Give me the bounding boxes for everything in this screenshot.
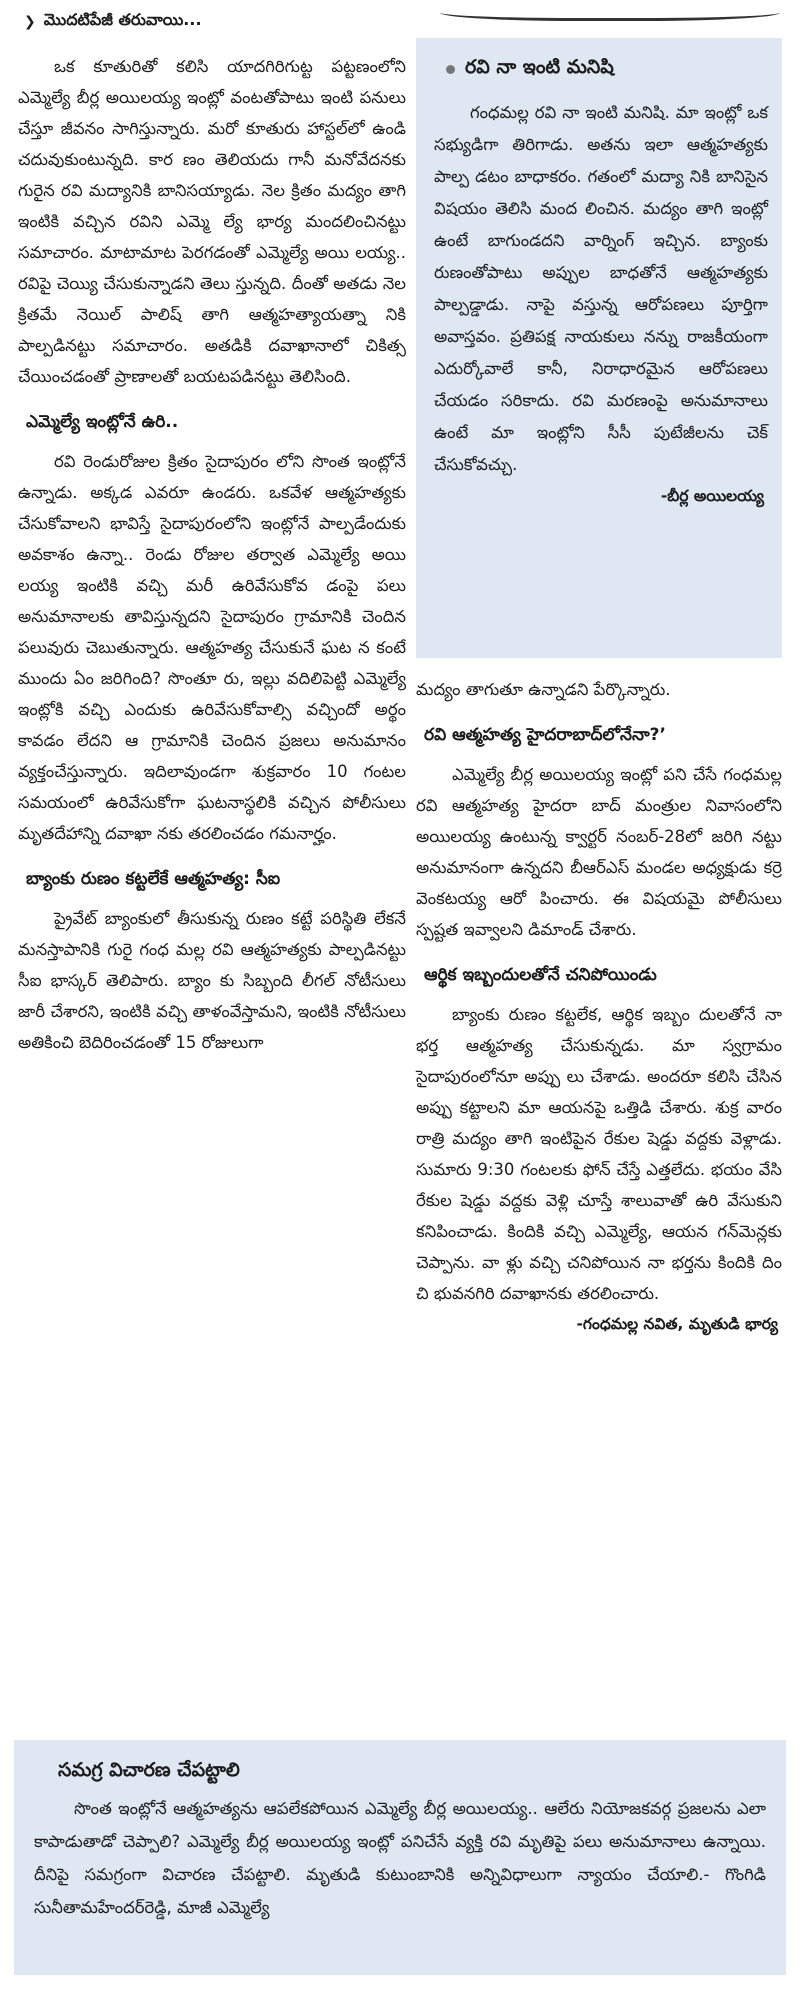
continued-label: మొదటిపేజీ తరువాయి... xyxy=(43,10,202,29)
quote-box-title: రవి నా ఇంటి మనిషి xyxy=(446,56,768,83)
section-paragraph-hyderabad: ఎమ్మెల్యే బీర్ల అయిలయ్య ఇంట్లో పని చేసే గంధమల్ల రవి ఆత్మహత్య హైదరా బాద్ మంత్రుల నివాసంలోని అయిలయ్య ఉంటున్న క్వార్టర్ నంబర్-28లో జరిగి నట్టు అనుమానంగా ఉన్నదని బీఆర్‌ఎస్ మండల అధ్యక్షుడు కర్రె వెంకటయ్య ఆరో పించారు. ఈ విషయమై పోలీసులు స్పష్టత ఇవ్వాలని డిమాండ్ చేశారు. xyxy=(416,765,782,939)
right-column xyxy=(416,0,782,1337)
inquiry-box-paragraph: సొంత ఇంట్లోనే ఆత్మహత్యను ఆపలేకపోయిన ఎమ్మెల్యే బీర్ల అయిలయ్య.. ఆలేరు నియోజకవర్గ ప్రజలను ఎలా కాపాడుతాడో చెప్పాలి? ఎమ్మెల్యే బీర్ల అయిలయ్య ఇంట్లో పనిచేసే వ్యక్తి రవి మృతిపై పలు అనుమానాలు ఉన్నాయి. దీనిపై సమగ్రంగా విచారణ చేపట్టాలి. మృతుడి కుటుంబానికి అన్నివిధాలుగా న్యాయం చేయాలి.- గొంగిడి సునీతామహేందర్‌రెడ్డి, మాజీ ఎమ్మెల్యే xyxy=(34,1799,766,1917)
quote-box-paragraph: గంధమల్ల రవి నా ఇంటి మనిషి. మా ఇంట్లో ఒక సభ్యుడిగా తిరిగాడు. అతను ఇలా ఆత్మహత్యకు పాల్ప డటం బాధాకరం. గతంలో మద్యా నికి బానిసైన విషయం తెలిసి మంద లించిన. మద్యం తాగి ఇంట్లో ఉంటే బాగుండదని వార్నింగ్ ఇచ్చిన. బ్యాంకు రుణంతోపాటు అప్పుల బాధతోనే ఆత్మహత్యకు పాల్పడ్డాడు. నాపై వస్తున్న ఆరోపణలు పూర్తిగా అవాస్తవం. ప్రతిపక్ష నాయకులు నన్ను రాజకీయంగా ఎదుర్కోవాలే కానీ, నిరాధారమైన ఆరోపణలు చేయడం సరికాదు. రవి మరణంపై అనుమానాలు ఉంటే మా ఇంట్లోని సీసీ పుటేజీలను చెక్ చేసుకోవచ్చు. xyxy=(434,103,768,474)
inquiry-demand-box xyxy=(14,1740,786,1975)
inquiry-box-title: సమగ్ర విచారణ చేపట్టాలి xyxy=(58,1759,240,1781)
section-paragraph-mla-house: రవి రెండురోజుల క్రితం సైదాపురం లోని సొంత ఇంట్లోనే ఉన్నాడు. అక్కడ ఎవరూ ఉండరు. ఒకవేళ ఆత్మహత్యకు చేసుకోవాలని భావిస్తే సైదాపురంలోని ఇంట్లోనే పాల్పడేందుకు అవకాశం ఉన్నా.. రెండు రోజుల తర్వాత ఎమ్మెల్యే అయి లయ్య ఇంటికి వచ్చి మరీ ఉరివేసుకోవ డంపై పలు అనుమానాలకు తావిస్తున్నదని సైదాపురం గ్రామానికి చెందిన పలువురు చెబుతున్నారు. ఆత్మహత్య చేసుకునే ఘట న కంటే ముందు ఏం జరిగింది? సొంతూ రు, ఇల్లు వదిలిపెట్టి ఎమ్మెల్యే ఇంట్లోకి వచ్చి ఎందుకు ఉరివేసుకోవాల్సి వచ్చిందో అర్థం కావడం లేదని ఆ గ్రామానికి చెందిన ప్రజలు అనుమానం వ్యక్తంచేస్తున్నారు. ఇదిలావుండగా శుక్రవారం 10 గంటల సమయంలో ఉరివేసుకోగా ఘటనాస్థలికి వచ్చిన పోలీసులు మృతదేహాన్ని దవాఖా నకు తరలించడం గమనార్హం. xyxy=(18,452,406,843)
quote-box-signature: -బీర్ల అయిలయ్య xyxy=(660,487,764,505)
continued-from-front-page xyxy=(24,10,406,33)
left-column xyxy=(18,0,406,1058)
mla-quote-box xyxy=(416,38,782,658)
wife-signature: -గంధమల్ల నవిత, మృతుడి భార్య xyxy=(576,1315,778,1333)
section-heading-financial-trouble: ఆర్థిక ఇబ్బందులతోనే చనిపోయిండు xyxy=(424,965,657,985)
bullet-icon xyxy=(446,65,455,74)
section-heading-hyderabad: రవి ఆత్మహత్య హైదరాబాద్‌లోనేనా?’ xyxy=(424,725,666,745)
intro-paragraph: ఒక కూతురితో కలిసి యాదగిరిగుట్ట పట్టణంలోని ఎమ్మెల్యే బీర్ల అయిలయ్య ఇంట్లో వంటతోపాటు ఇంటి పనులు చేస్తూ జీవనం సాగిస్తున్నారు. మరో కూతురు హాస్టల్‌లో ఉండి చదువుకుంటున్నది. కార ణం తెలియదు గానీ మనోవేదనకు గురైన రవి మద్యానికి బానిసయ్యాడు. నెల క్రితం మద్యం తాగి ఇంటికి వచ్చిన రవిని ఎమ్మె ల్యే భార్య మందలించినట్టు సమాచారం. మాటామాట పెరగడంతో ఎమ్మెల్యే అయి లయ్య.. రవిపై చెయ్యి చేసుకున్నాడని తెలు స్తున్నది. దీంతో అతడు నెల క్రితమే నెయిల్ పాలిష్ తాగి ఆత్మహత్యాయత్నా నికి పాల్పడినట్టు సమాచారం. అతడికి దవాఖానాలో చికిత్స చేయించడంతో ప్రాణాలతో బయటపడినట్టు తెలిసింది. xyxy=(18,57,406,386)
chevron-right-icon: ❯ xyxy=(24,13,36,30)
section-paragraph-financial-trouble: బ్యాంకు రుణం కట్టలేక, ఆర్థిక ఇబ్బం దులతోనే నా భర్త ఆత్మహత్య చేసుకున్నడు. మా స్వగ్రామం సైదాపురంలోనూ అప్పు లు చేశాడు. అందరూ కలిసి చేసిన అప్పు కట్టాలని మా ఆయనపై ఒత్తిడి చేశారు. శుక్ర వారం రాత్రి మద్యం తాగి ఇంటిపైన రేకుల షెడ్డు వద్దకు వెళ్లాడు. సుమారు 9:30 గంటలకు ఫోన్ చేస్తే ఎత్తలేదు. భయం వేసి రేకుల షెడ్డు వద్దకు వెళ్లి చూస్తే శాలువాతో ఉరి వేసుకుని కనిపించాడు. కిందికి వచ్చి ఎమ్మెల్యే, ఆయన గన్‌మెన్లకు చెప్పాను. వా ళ్లు వచ్చి చనిపోయిన నా భర్తను కిందికి దిం చి భువనగిరి దవాఖానకు తరలించారు. xyxy=(416,1005,782,1303)
right-column-flow xyxy=(416,674,782,1337)
section-heading-bank-loan: బ్యాంకు రుణం కట్టలేకే ఆత్మహత్య: సీఐ xyxy=(26,869,281,889)
section-paragraph-bank-loan: ప్రైవేట్ బ్యాంకులో తీసుకున్న రుణం కట్టే పరిస్థితి లేకనే మనస్తాపానికి గురై గంధ మల్ల రవి ఆత్మహత్యకు పాల్పడినట్టు సీఐ భాస్కర్ తెలిపారు. బ్యాం కు సిబ్బంది లీగల్ నోటీసులు జారీ చేశారని, ఇంటికి వచ్చి తాళంవేస్తామని, ఇంటికి నోటీసులు అతికించి బెదిరించడంతో 15 రోజులుగా xyxy=(18,909,406,1052)
section-heading-mla-house: ఎమ్మెల్యే ఇంట్లోనే ఉరి.. xyxy=(26,412,179,432)
continued-line: మద్యం తాగుతూ ఉన్నాడని పేర్కొన్నారు. xyxy=(416,680,671,699)
